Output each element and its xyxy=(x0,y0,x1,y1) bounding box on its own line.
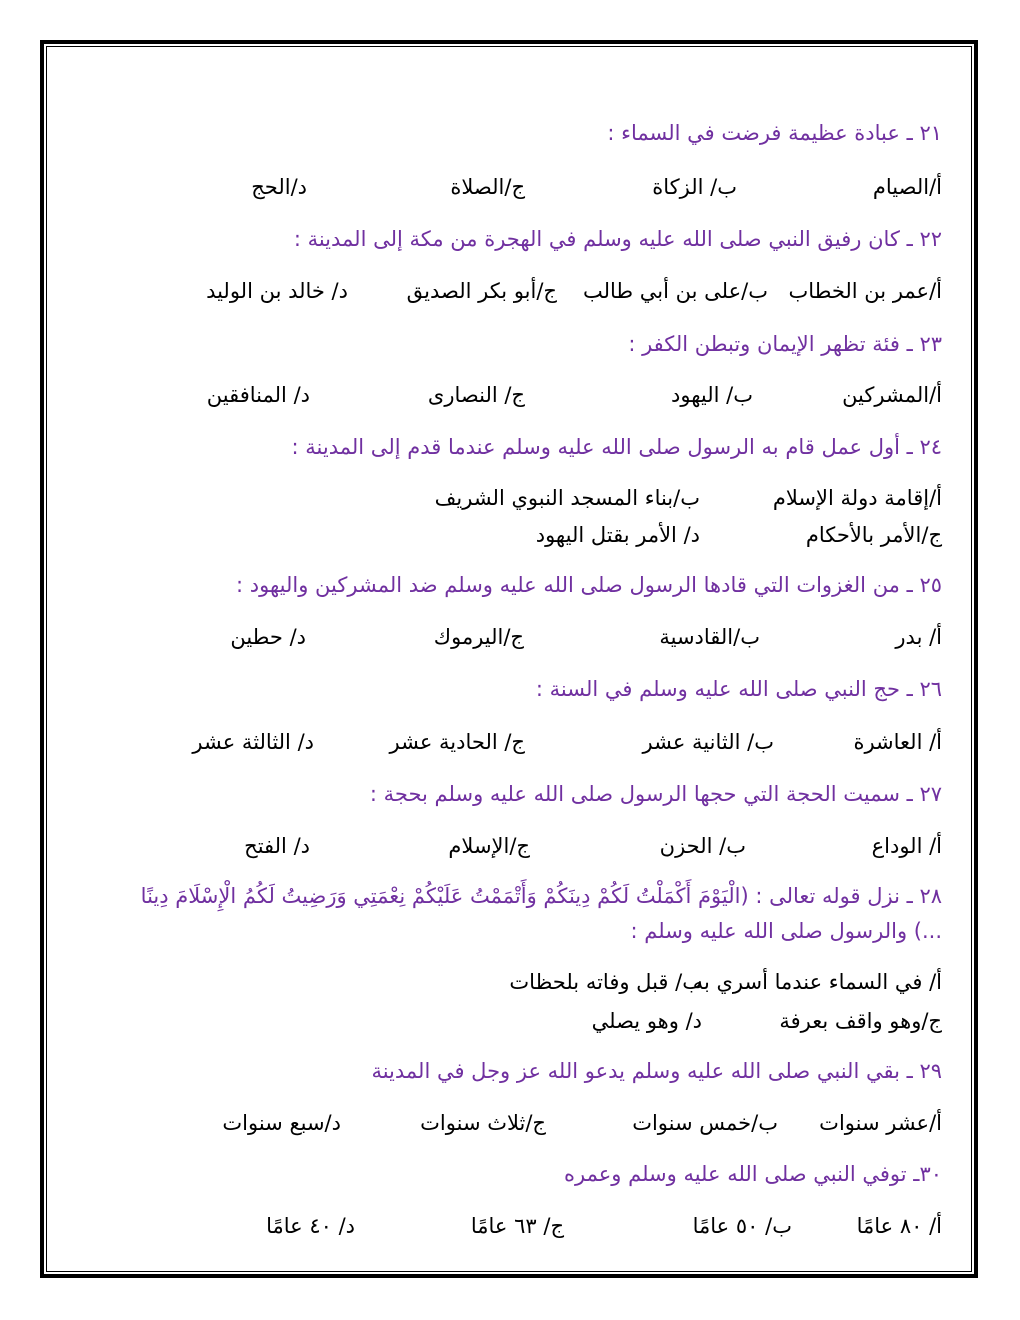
option-c: ج/الصلاة xyxy=(450,175,525,199)
option-c: ج/ثلاث سنوات xyxy=(420,1111,546,1135)
option-d: د/ حطين xyxy=(230,625,306,649)
option-c: ج/ النصارى xyxy=(427,383,525,407)
options-29 xyxy=(80,1108,942,1138)
option-a: أ/المشركين xyxy=(842,383,942,407)
option-d: د/الحج xyxy=(251,175,307,199)
question-29: ٢٩ ـ بقي النبي صلى الله عليه وسلم يدعو الله عز وجل في المدينة xyxy=(371,1059,942,1083)
option-a: أ/ العاشرة xyxy=(853,730,942,754)
option-c: ج/ الحادية عشر xyxy=(389,730,525,754)
option-b: ب/ اليهود xyxy=(671,383,753,407)
option-c: ج/أبو بكر الصديق xyxy=(406,279,557,303)
question-24: ٢٤ ـ أول عمل قام به الرسول صلى الله عليه وسلم عندما قدم إلى المدينة : xyxy=(291,435,942,459)
options-26 xyxy=(80,727,942,757)
question-22: ٢٢ ـ كان رفيق النبي صلى الله عليه وسلم في الهجرة من مكة إلى المدينة : xyxy=(293,227,942,251)
question-27: ٢٧ ـ سميت الحجة التي حجها الرسول صلى الله عليه وسلم بحجة : xyxy=(369,782,942,806)
option-d: د/ خالد بن الوليد xyxy=(206,279,348,303)
question-23: ٢٣ ـ فئة تظهر الإيمان وتبطن الكفر : xyxy=(628,332,942,356)
options-30 xyxy=(80,1211,942,1241)
option-a: أ/ بدر xyxy=(895,625,942,649)
options-24b xyxy=(80,520,942,550)
option-c: ج/الأمر بالأحكام xyxy=(805,523,942,547)
option-d: د/ وهو يصلي xyxy=(591,1009,702,1033)
option-d: د/ الأمر بقتل اليهود xyxy=(535,523,700,547)
options-28b xyxy=(80,1006,942,1036)
option-c: ج/اليرموك xyxy=(433,625,524,649)
options-27 xyxy=(80,831,942,861)
options-22 xyxy=(80,276,942,306)
question-30: ٣٠ـ توفي النبي صلى الله عليه وسلم وعمره xyxy=(564,1162,942,1186)
option-b: ب/بناء المسجد النبوي الشريف xyxy=(434,486,700,510)
option-c: ج/ ٦٣ عامًا xyxy=(470,1214,564,1238)
option-b: ب/ الثانية عشر xyxy=(642,730,774,754)
option-d: د/ الثالثة عشر xyxy=(192,730,314,754)
option-d: د/ الفتح xyxy=(244,834,310,858)
question-25: ٢٥ ـ من الغزوات التي قادها الرسول صلى الله عليه وسلم ضد المشركين واليهود : xyxy=(236,573,942,597)
option-b: ب/القادسية xyxy=(659,625,760,649)
question-28: ٢٨ ـ نزل قوله تعالى : (الْيَوْمَ أَكْمَلْتُ لَكُمْ دِينَكُمْ وَأَتْمَمْتُ عَلَيْكُمْ نِعْمَتِي وَرَضِيتُ لَكُمُ الْإِسْلَامَ دِينًا ...) والرسول صلى الله عليه وسلم : xyxy=(140,884,942,943)
options-25 xyxy=(80,622,942,652)
option-c: ج/وهو واقف بعرفة xyxy=(779,1009,942,1033)
question-21: ٢١ ـ عبادة عظيمة فرضت في السماء : xyxy=(607,121,942,145)
option-b: ب/على بن أبي طالب xyxy=(582,279,768,303)
option-d: د/ ٤٠ عامًا xyxy=(266,1214,355,1238)
option-b: ب/ الزكاة xyxy=(652,175,737,199)
option-d: د/ المنافقين xyxy=(206,383,310,407)
option-b: ب/خمس سنوات xyxy=(632,1111,778,1135)
option-a: أ/ الوداع xyxy=(871,834,942,858)
option-a: أ/إقامة دولة الإسلام xyxy=(772,486,942,510)
option-d: د/سبع سنوات xyxy=(222,1111,341,1135)
option-a: أ/ في السماء عندما أسري به xyxy=(692,970,942,994)
option-c: ج/الإسلام xyxy=(448,834,530,858)
options-28a xyxy=(80,967,942,997)
option-a: أ/عمر بن الخطاب xyxy=(788,279,942,303)
options-21 xyxy=(80,172,942,202)
question-26: ٢٦ ـ حج النبي صلى الله عليه وسلم في السنة : xyxy=(535,677,942,701)
option-a: أ/الصيام xyxy=(872,175,942,199)
option-a: أ/عشر سنوات xyxy=(819,1111,942,1135)
option-b: ب/ الحزن xyxy=(659,834,746,858)
option-b: ب/ ٥٠ عامًا xyxy=(692,1214,792,1238)
option-b: ب/ قبل وفاته بلحظات xyxy=(509,970,702,994)
options-24a xyxy=(80,483,942,513)
option-a: أ/ ٨٠ عامًا xyxy=(856,1214,942,1238)
options-23 xyxy=(80,380,942,410)
